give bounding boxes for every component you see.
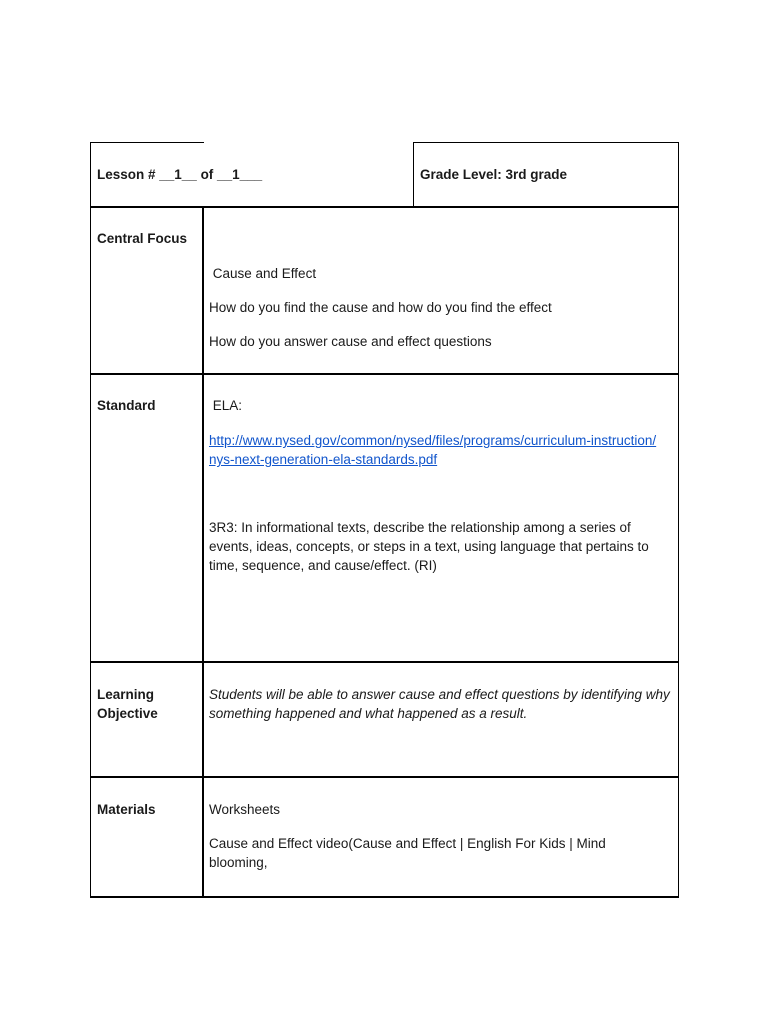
materials-video-prefix: Cause and Effect video( <box>209 836 353 851</box>
learning-objective-label-line-2: Objective <box>97 706 158 721</box>
table-right-border <box>678 142 679 897</box>
central-focus-label: Central Focus <box>97 231 188 246</box>
row-divider-3 <box>90 661 679 663</box>
learning-objective-label-line-1: Learning <box>97 687 155 702</box>
central-focus-line-2: How do you find the cause and how do you find the effect <box>209 300 552 315</box>
standards-link-line-2: nys-next-generation-ela-standards.pdf <box>209 452 438 467</box>
table-bottom-border <box>90 896 679 898</box>
materials-video-title: Cause and Effect | English For Kids | Mind blooming, <box>209 836 606 870</box>
materials-video <box>209 834 649 872</box>
standard-label: Standard <box>97 398 156 413</box>
central-focus-line-3: How do you answer cause and effect questions <box>209 334 492 349</box>
column-divider <box>202 207 204 897</box>
learning-objective-text: Students will be able to answer cause and effect questions by identifying why something happened and what happened as a result. <box>209 687 670 721</box>
row-divider-2 <box>90 373 679 375</box>
grade-level: Grade Level: 3rd grade <box>420 167 568 182</box>
lesson-number: Lesson # __1__ of __1___ <box>97 167 263 182</box>
row-divider-1 <box>90 206 679 208</box>
table-left-border <box>90 142 91 897</box>
table-top-border-left <box>90 142 204 143</box>
materials-worksheets: Worksheets <box>209 802 281 817</box>
standard-description: 3R3: In informational texts, describe the relationship among a series of events, ideas, concepts, or steps in a text, using language that pertains to time, sequence, and cause/effect. (RI) <box>209 520 649 573</box>
standards-link-line-1: http://www.nysed.gov/common/nysed/files/programs/curriculum-instruction/ <box>209 433 657 448</box>
header-divider <box>413 142 414 207</box>
central-focus-line-1: Cause and Effect <box>209 266 317 281</box>
row-divider-4 <box>90 776 679 778</box>
standards-link[interactable] <box>209 431 671 469</box>
materials-label: Materials <box>97 802 156 817</box>
learning-objective-label <box>97 685 158 723</box>
table-top-border-right <box>413 142 679 143</box>
standard-ela: ELA: <box>209 398 243 413</box>
